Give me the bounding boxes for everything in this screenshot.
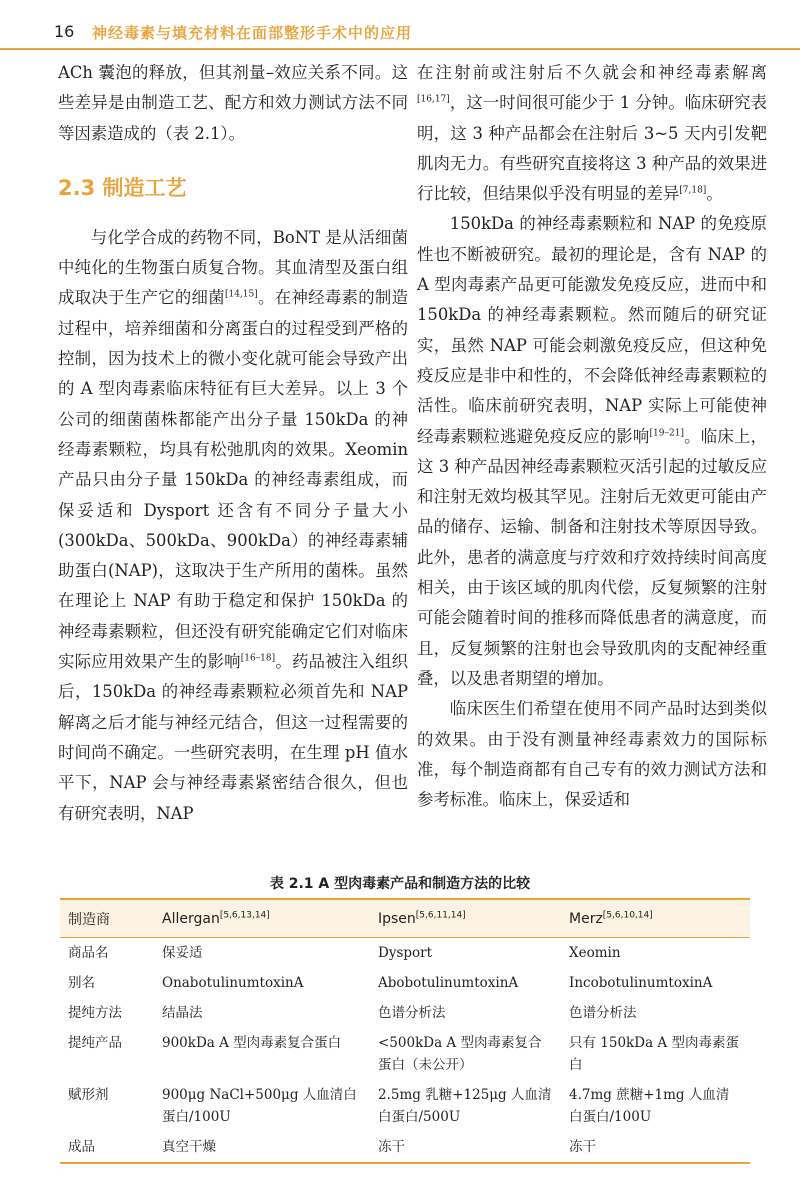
paragraph: 150kDa 的神经毒素颗粒和 NAP 的免疫原性也不断被研究。最初的理论是，含有 NAP 的 A 型肉毒素产品更可能激发免疫反应，进而中和 150kDa 的神经毒素颗粒。然而随后的研究证实，虽然 NAP 可能会刺激免疫反应，但这种免疫反应是非中和性的，不会降低神经毒素颗粒的活性。临床前研究表明，NAP 实际上可能使神经毒素颗粒逃避免疫反应的影响[19–21]。临床上，这 3 种产品因神经毒素颗粒灭活引起的过敏反应和注射无效均极其罕见。注射后无效更可能由产品的储存、运输、制备和注射技术等原因导致。此外，患者的满意度与疗效和疗效持续时间高度相关，由于该区域的肌肉代偿，反复频繁的注射可能会随着时间的推移而降低患者的满意度，而且，反复频繁的注射也会导致肌肉的支配神经重叠，以及患者期望的增加。	[417, 214, 768, 688]
table-cell: 成品	[60, 1132, 154, 1163]
table-cell: OnabotulinumtoxinA	[162, 975, 304, 991]
comparison-table	[60, 898, 750, 1164]
table-header-cell: Allergan[5,6,13,14]	[154, 899, 370, 938]
table-cell: 保妥适	[162, 945, 203, 961]
table-cell: Xeomin	[569, 945, 621, 961]
table-row	[60, 1028, 750, 1080]
header-rule	[0, 48, 800, 50]
paragraph: 临床医生们希望在使用不同产品时达到类似的效果。由于没有测量神经毒素效力的国际标准，每个制造商都有自己专有的效力测试方法和参考标准。临床上，保妥适和	[417, 699, 767, 810]
table-cell: 冻干	[561, 1132, 750, 1163]
table-cell: 900kDa A 型肉毒素复合蛋白	[162, 1035, 342, 1051]
section-title: 2.3 制造工艺	[58, 175, 187, 200]
page-header	[0, 18, 800, 48]
table-cell: 色谱分析法	[569, 1005, 637, 1021]
table-row	[60, 938, 750, 969]
table-header-cell: Merz[5,6,10,14]	[561, 899, 750, 938]
table-header-cell: 制造商	[60, 899, 154, 938]
citation: [16–18]	[240, 653, 276, 664]
paragraph: 在注射前或注射后不久就会和神经毒素解离[16,17]，这一时间很可能少于 1 分钟。临床研究表明，这 3 种产品都会在注射后 3~5 天内引发靶肌肉无力。有些研究直接将这 3 种产品的效果进行比较，但结果似乎没有明显的差异[7,18]。	[417, 63, 767, 204]
citation: [16,17]	[417, 94, 450, 105]
table-cell: 900μg NaCl+500μg 人血清白蛋白/100U	[162, 1087, 357, 1125]
paragraph: ACh 囊泡的释放，但其剂量–效应关系不同。这些差异是由制造工艺、配方和效力测试方法不同等因素造成的（表 2.1）。	[58, 63, 408, 143]
table-header-row	[60, 899, 750, 938]
citation: [19–21]	[649, 428, 684, 439]
citation: [7,18]	[679, 185, 707, 196]
table-cell: 冻干	[370, 1132, 561, 1163]
table-cell: 色谱分析法	[378, 1005, 446, 1021]
table-cell: 结晶法	[162, 1005, 203, 1021]
table-cell: 提纯产品	[68, 1035, 122, 1051]
table-cell: Dysport	[378, 945, 433, 961]
table-row	[60, 1080, 750, 1132]
table-cell: 2.5mg 乳糖+125μg 人血清白蛋白/500U	[378, 1087, 552, 1125]
page-number: 16	[54, 22, 75, 41]
table-row	[60, 1132, 750, 1163]
table-cell: 真空干燥	[154, 1132, 370, 1163]
table-cell: IncobotulinumtoxinA	[569, 975, 713, 991]
citation: [14,15]	[224, 290, 258, 301]
table-cell: 别名	[68, 975, 95, 991]
table-cell: 4.7mg 蔗糖+1mg 人血清白蛋白/100U	[569, 1087, 730, 1125]
table-cell: <500kDa A 型肉毒素复合蛋白（未公开）	[378, 1035, 542, 1073]
table-cell: AbobotulinumtoxinA	[378, 975, 519, 991]
table-cell: 只有 150kDa A 型肉毒素蛋白	[569, 1035, 739, 1073]
left-column	[58, 58, 408, 829]
paragraph: 与化学合成的药物不同，BoNT 是从活细菌中纯化的生物蛋白质复合物。其血清型及蛋白组成取决于生产它的细菌[14,15]。在神经毒素的制造过程中，培养细菌和分离蛋白的过程受到严格的控制，因为技术上的微小变化就可能会导致产出的 A 型肉毒素临床特征有巨大差异。以上 3 个公司的细菌菌株都能产出分子量 150kDa 的神经毒素颗粒，均具有松弛肌肉的效果。Xeomin 产品只由分子量 150kDa 的神经毒素组成，而保妥适和 Dysport 还含有不同分子量大小(300kDa、500kDa、900kDa）的神经毒素辅助蛋白(NAP)，这取决于生产所用的菌株。虽然在理论上 NAP 有助于稳定和保护 150kDa 的神经毒素颗粒，但还没有研究能确定它们对临床实际应用效果产生的影响[16–18]。药品被注入组织后，150kDa 的神经毒素颗粒必须首先和 NAP 解离之后才能与神经元结合，但这一过程需要的时间尚不确定。一些研究表明，在生理 pH 值水平下，NAP 会与神经毒素紧密结合很久，但也有研究表明，NAP	[58, 227, 409, 823]
table-row	[60, 968, 750, 998]
running-title: 神经毒素与填充材料在面部整形手术中的应用	[92, 24, 413, 42]
table-row	[60, 998, 750, 1028]
table-caption: 表 2.1 A 型肉毒素产品和制造方法的比较	[269, 876, 531, 892]
table-cell: 提纯方法	[68, 1005, 122, 1021]
table-cell: 赋形剂	[68, 1087, 109, 1103]
right-column	[417, 58, 767, 815]
table-cell: 商品名	[68, 945, 109, 961]
table-header-cell: Ipsen[5,6,11,14]	[370, 899, 561, 938]
